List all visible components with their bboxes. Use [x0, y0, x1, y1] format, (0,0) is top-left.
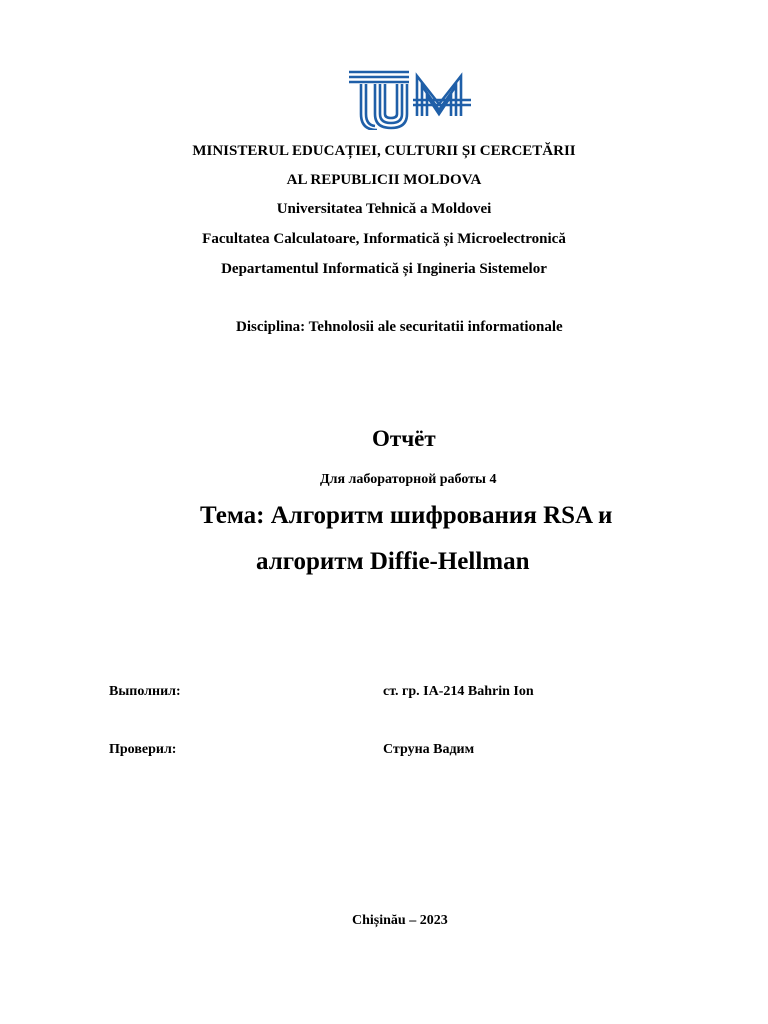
university-line: Universitatea Tehnică a Moldovei: [276, 201, 492, 217]
report-title: Отчёт: [372, 426, 436, 451]
republic-line: AL REPUBLICII MOLDOVA: [286, 172, 482, 188]
checked-label: Проверил:: [109, 742, 177, 757]
theme-line-2: алгоритм Diffie-Hellman: [256, 548, 530, 575]
utm-logo: [347, 70, 473, 130]
checked-value: Струна Вадим: [383, 742, 475, 757]
lab-subtitle: Для лабораторной работы 4: [320, 472, 497, 487]
done-value: ст. гр. IA-214 Bahrin Ion: [383, 684, 534, 699]
place-year: Chișinău – 2023: [352, 913, 448, 928]
done-label: Выполнил:: [109, 684, 181, 699]
ministry-line: MINISTERUL EDUCAȚIEI, CULTURII ȘI CERCETĂRII: [192, 143, 576, 159]
discipline-line: Disciplina: Tehnolosii ale securitatii informationale: [236, 319, 563, 335]
department-line: Departamentul Informatică și Ingineria Sistemelor: [221, 261, 547, 277]
faculty-line: Facultatea Calculatoare, Informatică și Microelectronică: [202, 231, 566, 247]
theme-line-1: Тема: Алгоритм шифрования RSA и: [200, 502, 613, 529]
